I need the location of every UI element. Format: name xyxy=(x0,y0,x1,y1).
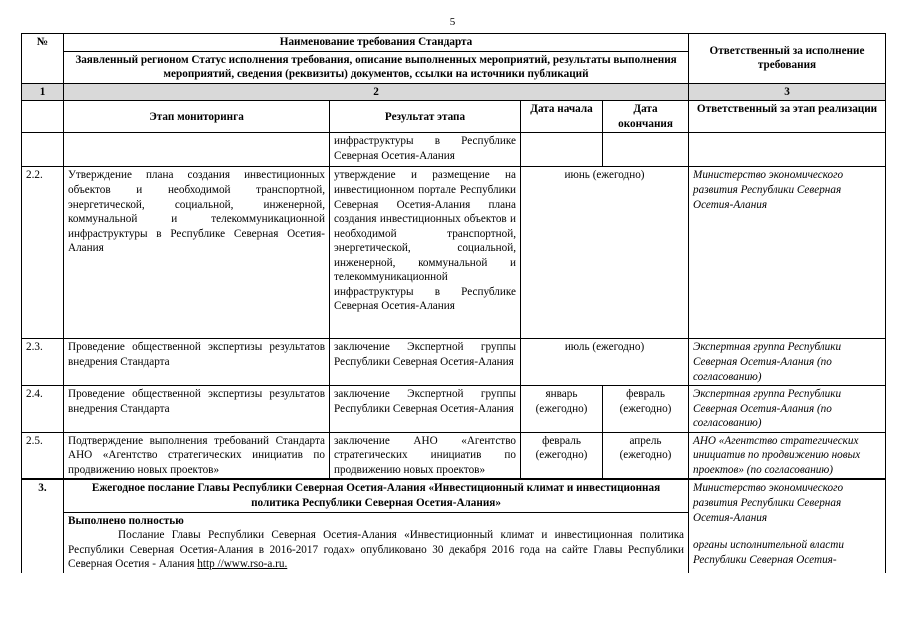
row-num: 2.5. xyxy=(22,432,64,479)
row-result: утверждение и размещение на инвестиционном портале Республики Северная Осетия-Алания плана создания инвестиционных объектов и необходимой транспортной, энергетической, социальной, инженерной, коммунальной и телекоммуникационной инфраструктуры в Республике Северная Осетия-Алания xyxy=(330,167,521,339)
row-result: заключение Экспертной группы Республики Северная Осетия-Алания xyxy=(330,386,521,433)
table-row-2-3 xyxy=(22,339,886,386)
row-stage: Подтверждение выполнения требований Стандарта АНО «Агентство стратегических инициатив по продвижению новых проектов» xyxy=(64,432,330,479)
subheader-start: Дата начала xyxy=(521,101,603,133)
subheader-row xyxy=(22,101,886,133)
section-3-text: Послание Главы Республики Северная Осетия-Алания «Инвестиционный климат и инвестиционная политика Республики Северная Осетия-Алания в 2016-2017 годах» опубликовано 30 декабря 2016 года на сайте Главы Республики Северная Осетия - Алания http //www.rso-a.ru. xyxy=(68,529,684,571)
section-3-resp-1: Министерство экономического развития Республики Северная Осетия-Алания xyxy=(693,482,844,524)
row-num: 2.3. xyxy=(22,339,64,386)
section-3-responsible xyxy=(689,479,886,572)
header-num: № xyxy=(22,34,64,52)
section-3-num: 3. xyxy=(22,479,64,512)
section-3-status: Выполнено полностью xyxy=(68,514,184,527)
table-row-2-5 xyxy=(22,432,886,479)
row-date: июль (ежегодно) xyxy=(521,339,689,386)
subheader-stage-resp: Ответственный за этап реализации xyxy=(689,101,886,133)
table-row-continuation xyxy=(22,133,886,167)
header-n2: 2 xyxy=(64,83,689,101)
cont-result: инфраструктуры в Республике Северная Осетия-Алания xyxy=(330,133,521,167)
header-row-1 xyxy=(22,34,886,52)
section-3-resp-2: органы исполнительной власти Республики Северная Осетия- xyxy=(693,539,844,566)
row-result: заключение Экспертной группы Республики Северная Осетия-Алания xyxy=(330,339,521,386)
row-stage: Утверждение плана создания инвестиционных объектов и необходимой транспортной, энергетической, социальной, инженерной, коммунальной и телекоммуникационной инфраструктуры в Республике Северная Осетия-Алания xyxy=(64,167,330,339)
row-num: 2.2. xyxy=(22,167,64,339)
row-responsible: Экспертная группа Республики Северная Осетия-Алания (по согласованию) xyxy=(689,386,886,433)
row-end-date: февраль (ежегодно) xyxy=(603,386,689,433)
subheader-stage: Этап мониторинга xyxy=(64,101,330,133)
row-responsible: Министерство экономического развития Республики Северная Осетия-Алания xyxy=(689,167,886,339)
header-n3: 3 xyxy=(689,83,886,101)
table-row-2-2 xyxy=(22,167,886,339)
row-start-date: январь (ежегодно) xyxy=(521,386,603,433)
header-responsible: Ответственный за исполнение требования xyxy=(689,34,886,84)
header-req-name: Наименование требования Стандарта xyxy=(64,34,689,52)
row-responsible: Экспертная группа Республики Северная Осетия-Алания (по согласованию) xyxy=(689,339,886,386)
header-n1: 1 xyxy=(22,83,64,101)
row-stage: Проведение общественной экспертизы результатов внедрения Стандарта xyxy=(64,386,330,433)
page-number: 5 xyxy=(449,16,456,28)
rso-a-link[interactable]: http //www.rso-a.ru. xyxy=(197,558,288,571)
requirements-table xyxy=(21,33,886,573)
row-stage: Проведение общественной экспертизы результатов внедрения Стандарта xyxy=(64,339,330,386)
row-result: заключение АНО «Агентство стратегических инициатив по продвижению новых проектов» xyxy=(330,432,521,479)
row-date: июнь (ежегодно) xyxy=(521,167,689,339)
table-row-2-4 xyxy=(22,386,886,433)
header-numbers-row xyxy=(22,83,886,101)
section-3-body xyxy=(64,512,689,573)
header-req-status: Заявленный регионом Статус исполнения требования, описание выполненных мероприятий, результаты выполнения мероприятий, сведения (реквизиты) документов, ссылки на источники публикаций xyxy=(64,51,689,83)
subheader-end: Дата окончания xyxy=(603,101,689,133)
row-start-date: февраль (ежегодно) xyxy=(521,432,603,479)
row-num: 2.4. xyxy=(22,386,64,433)
row-responsible: АНО «Агентство стратегических инициатив по продвижению новых проектов» (по согласованию) xyxy=(689,432,886,479)
section-3-title: Ежегодное послание Главы Республики Северная Осетия-Алания «Инвестиционный климат и инвестиционная политика Республики Северная Осетия-Алания» xyxy=(64,479,689,512)
section-3-title-row xyxy=(22,479,886,512)
row-end-date: апрель (ежегодно) xyxy=(603,432,689,479)
subheader-result: Результат этапа xyxy=(330,101,521,133)
